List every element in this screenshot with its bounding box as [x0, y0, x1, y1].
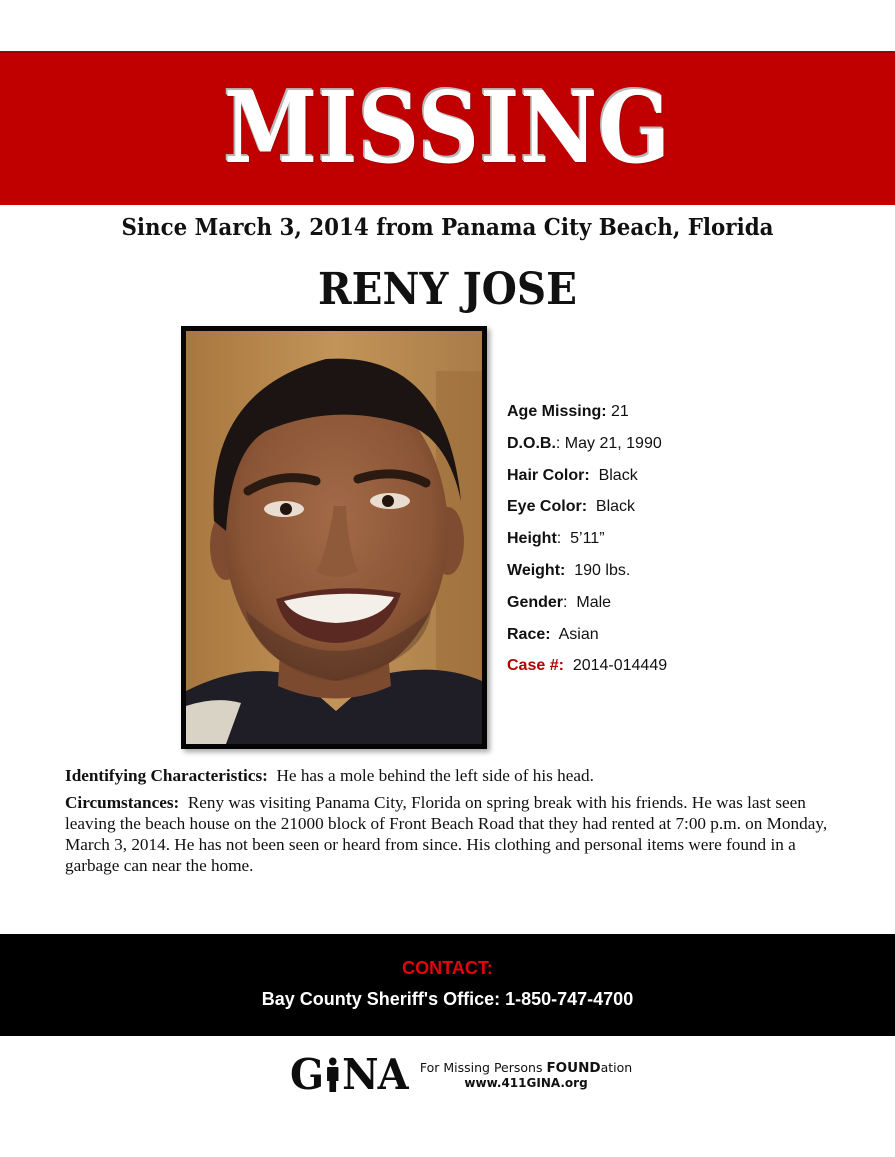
missing-title: MISSING: [223, 71, 672, 186]
fact-height: Height: 5’11”: [507, 530, 605, 548]
person-silhouette-icon: [324, 1057, 341, 1093]
portrait-image: [186, 331, 482, 744]
fact-gender: Gender: Male: [507, 593, 612, 611]
fact-case-number: Case #: 2014-014449: [507, 657, 668, 675]
person-photo: [181, 326, 487, 749]
gina-website-link[interactable]: www.411GINA.org: [464, 1075, 588, 1090]
fact-weight: Weight: 190 lbs.: [507, 561, 631, 579]
fact-hair-color: Hair Color: Black: [507, 466, 638, 484]
missing-since-subtitle: Since March 3, 2014 from Panama City Beach, Florida: [121, 214, 774, 241]
circumstances: Circumstances: Reny was visiting Panama City, Florida on spring break with his friends. He was last seen leaving the beach house on the 21000 block of Front Beach Road that they had rented at 7:00 p.m. on Monday, March 3, 2014. He has not been seen or heard from since. His clothing and personal items were found in a garbage can near the home.: [65, 793, 832, 875]
fact-dob: D.O.B.: May 21, 1990: [507, 434, 662, 452]
gina-wordmark: G NA: [290, 1050, 408, 1099]
gina-foundation-logo: [290, 1050, 633, 1099]
case-narrative: [65, 765, 835, 876]
contact-band: [0, 934, 895, 1036]
fact-age-missing: Age Missing: 21: [507, 403, 629, 420]
identifying-characteristics: Identifying Characteristics: He has a mole behind the left side of his head.: [65, 766, 594, 785]
contact-heading: CONTACT:: [402, 958, 493, 978]
missing-banner: [0, 51, 895, 205]
contact-phone-line: Bay County Sheriff's Office: 1-850-747-4700: [261, 989, 634, 1009]
fact-race: Race: Asian: [507, 625, 599, 643]
fact-eye-color: Eye Color: Black: [507, 498, 636, 516]
person-facts: [507, 396, 667, 682]
person-name: RENY JOSE: [317, 264, 577, 315]
gina-tagline: For Missing Persons FOUNDation www.411GINA.org: [419, 1059, 633, 1090]
